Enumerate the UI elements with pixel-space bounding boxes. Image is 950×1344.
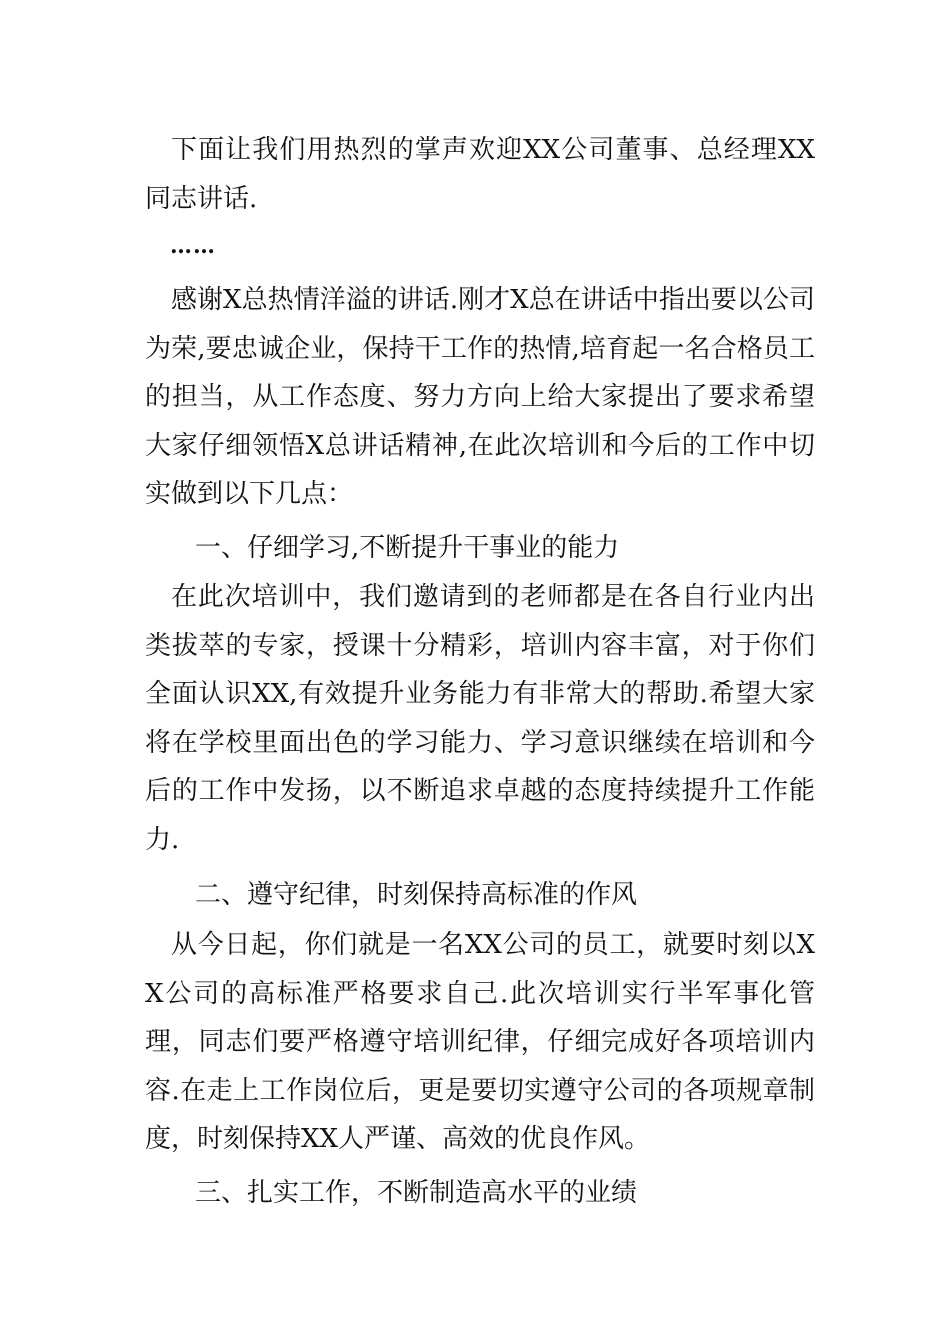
section-2-body: 从今日起，你们就是一名XX公司的员工，就要时刻以XX公司的高标准严格要求自己.此次培训实行半军事化管理，同志们要严格遵守培训纪律，仔细完成好各项培训内容.在走上工作岗位后，更是要切实遵守公司的各项规章制度，时刻保持XX人严谨、高效的优良作风。 <box>145 930 815 1154</box>
section-1-heading: 一、仔细学习,不断提升干事业的能力 <box>195 533 620 563</box>
ellipsis: …… <box>170 233 216 259</box>
intro-paragraph: 下面让我们用热烈的掌声欢迎XX公司董事、总经理XX同志讲话. <box>145 135 815 214</box>
thanks-paragraph: 感谢X总热情洋溢的讲话.刚才X总在讲话中指出要以公司为荣,要忠诚企业，保持干工作的热情,培育起一名合格员工的担当，从工作态度、努力方向上给大家提出了要求希望大家仔细领悟X总讲话精神,在此次培训和今后的工作中切实做到以下几点： <box>145 285 815 509</box>
section-2-heading: 二、遵守纪律，时刻保持高标准的作风 <box>195 880 638 910</box>
section-1-body: 在此次培训中，我们邀请到的老师都是在各自行业内出类拔萃的专家，授课十分精彩，培训内容丰富，对于你们全面认识XX,有效提升业务能力有非常大的帮助.希望大家将在学校里面出色的学习能力、学习意识继续在培训和今后的工作中发扬，以不断追求卓越的态度持续提升工作能力. <box>145 582 815 855</box>
section-3-heading: 三、扎实工作，不断制造高水平的业绩 <box>195 1178 638 1208</box>
